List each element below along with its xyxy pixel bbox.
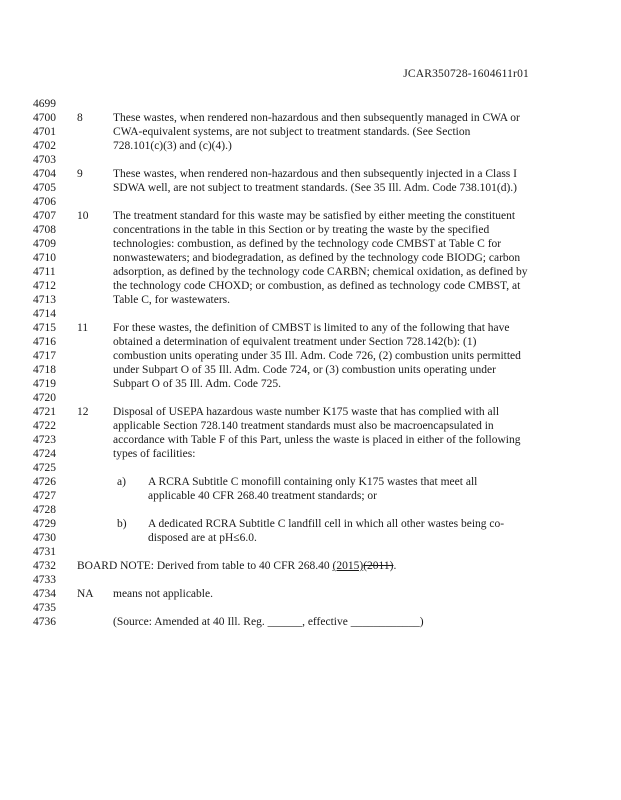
line-number: 4735 (33, 602, 56, 614)
line-number: 4712 (33, 280, 56, 292)
note-number: 8 (77, 112, 83, 124)
line-number: 4709 (33, 238, 56, 250)
line-number: 4710 (33, 252, 56, 264)
board-note-prefix: BOARD NOTE: Derived from table to 40 CFR 268.40 (77, 560, 333, 572)
line-number: 4713 (33, 294, 56, 306)
line-number: 4706 (33, 196, 56, 208)
blank-line: ____________ (350, 616, 420, 628)
subitem-label: b) (117, 518, 127, 530)
line-text: adsorption, as defined by the technology code CARBN; chemical oxidation, as defined by (113, 266, 528, 278)
line-number: 4727 (33, 490, 56, 502)
line-number: 4720 (33, 392, 56, 404)
line-number: 4728 (33, 504, 56, 516)
line-number: 4703 (33, 154, 56, 166)
line-number: 4707 (33, 210, 56, 222)
note-number: 12 (77, 406, 89, 418)
subitem-label: a) (117, 476, 126, 488)
inserted-text: (2015) (332, 560, 364, 572)
board-note-suffix: . (393, 560, 397, 572)
line-text: 728.101(c)(3) and (c)(4).) (113, 140, 232, 152)
line-number: 4699 (33, 98, 56, 110)
document-id: JCAR350728-1604611r01 (403, 68, 529, 80)
note-number: 11 (77, 322, 89, 334)
line-text: combustion units operating under 35 Ill. Adm. Code 726, (2) combustion units permitted (113, 350, 521, 362)
line-text: concentrations in the table in this Section or by treating the waste by the specified (113, 224, 490, 236)
line-number: 4711 (33, 266, 56, 278)
line-number: 4725 (33, 462, 56, 474)
line-text: These wastes, when rendered non-hazardous and then subsequently injected in a Class I (113, 168, 517, 180)
source-middle: , effective (302, 616, 351, 628)
line-text: under Subpart O of 35 Ill. Adm. Code 724, or (3) combustion units operating under (113, 364, 496, 376)
line-number: 4714 (33, 308, 56, 320)
line-number: 4708 (33, 224, 56, 236)
line-text: CWA-equivalent systems, are not subject to treatment standards. (See Section (113, 126, 471, 138)
source-prefix: (Source: Amended at 40 Ill. Reg. (113, 616, 268, 628)
line-number: 4732 (33, 560, 56, 572)
line-text: the technology code CHOXD; or combustion, as defined as technology code CMBST, at (113, 280, 521, 292)
line-number: 4718 (33, 364, 56, 376)
line-text: For these wastes, the definition of CMBST is limited to any of the following that have (113, 322, 510, 334)
line-text: means not applicable. (113, 588, 213, 600)
line-number: 4736 (33, 616, 56, 628)
line-number: 4716 (33, 336, 56, 348)
note-number: 9 (77, 168, 83, 180)
line-text: obtained a determination of equivalent treatment under Section 728.142(b): (1) (113, 336, 477, 348)
line-text: types of facilities: (113, 448, 196, 460)
blank-line: ______ (267, 616, 303, 628)
line-number: 4702 (33, 140, 56, 152)
line-text: These wastes, when rendered non-hazardous and then subsequently managed in CWA or (113, 112, 520, 124)
line-number: 4733 (33, 574, 56, 586)
line-number: 4726 (33, 476, 56, 488)
line-text: applicable Section 728.140 treatment standards must also be macroencapsulated in (113, 420, 494, 432)
line-text: technologies: combustion, as defined by the technology code CMBST at Table C for (113, 238, 502, 250)
line-text: nonwastewaters; and biodegradation, as defined by the technology code BIODG; carbon (113, 252, 521, 264)
source-suffix: ) (419, 616, 424, 628)
note-number: 10 (77, 210, 89, 222)
line-text: applicable 40 CFR 268.40 treatment standards; or (148, 490, 377, 502)
line-text: Table C, for wastewaters. (113, 294, 231, 306)
line-text: The treatment standard for this waste may be satisfied by either meeting the constituent (113, 210, 516, 222)
line-text: A dedicated RCRA Subtitle C landfill cell in which all other wastes being co- (148, 518, 505, 530)
na-label: NA (77, 588, 94, 600)
line-number: 4719 (33, 378, 56, 390)
line-number: 4722 (33, 420, 56, 432)
line-number: 4715 (33, 322, 56, 334)
line-number: 4721 (33, 406, 56, 418)
line-text: accordance with Table F of this Part, unless the waste is placed in either of the following (113, 434, 521, 446)
line-number: 4724 (33, 448, 56, 460)
line-number: 4729 (33, 518, 56, 530)
line-number: 4731 (33, 546, 56, 558)
line-number: 4700 (33, 112, 56, 124)
line-text: SDWA well, are not subject to treatment standards. (See 35 Ill. Adm. Code 738.101(d).) (113, 182, 518, 194)
line-text: A RCRA Subtitle C monofill containing only K175 wastes that meet all (148, 476, 478, 488)
line-number: 4734 (33, 588, 56, 600)
line-text: Subpart O of 35 Ill. Adm. Code 725. (113, 378, 282, 390)
line-number: 4701 (33, 126, 56, 138)
line-number: 4705 (33, 182, 56, 194)
line-number: 4723 (33, 434, 56, 446)
line-number: 4730 (33, 532, 56, 544)
line-text: Disposal of USEPA hazardous waste number K175 waste that has complied with all (113, 406, 500, 418)
line-number: 4704 (33, 168, 56, 180)
deleted-text: (2011) (363, 560, 394, 572)
source-note (113, 615, 424, 629)
line-text: disposed are at pH≤6.0. (148, 532, 257, 544)
board-note (77, 559, 396, 573)
line-number: 4717 (33, 350, 56, 362)
